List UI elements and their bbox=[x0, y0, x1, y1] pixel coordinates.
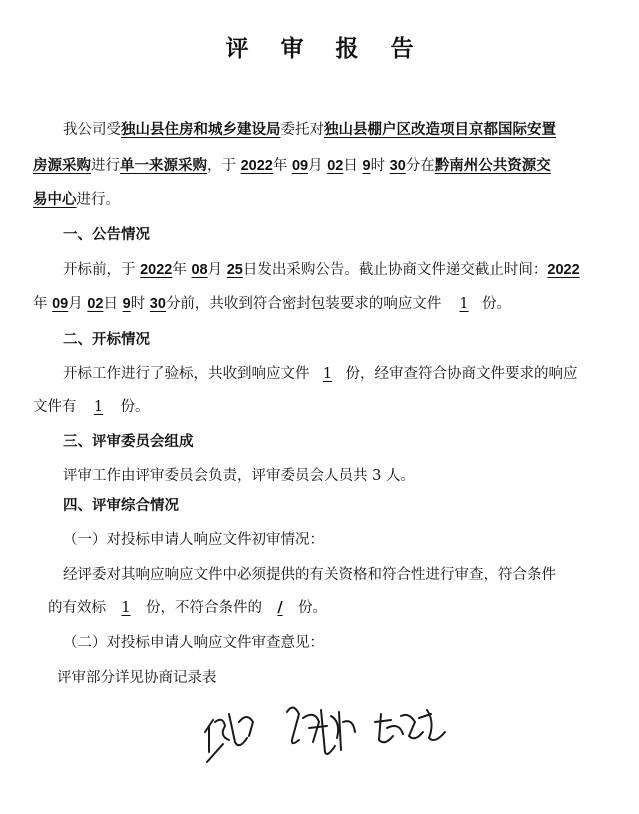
open-month: 09 bbox=[291, 158, 309, 174]
signatures-image bbox=[195, 692, 455, 767]
announce-day: 25 bbox=[226, 262, 243, 278]
section1-line-2: 年 09月 02日 9时 30分前，共收到符合密封包装要求的响应文件 1 份。 bbox=[33, 296, 512, 312]
client-name: 独山县住房和城乡建设局 bbox=[121, 122, 281, 138]
announce-year: 2022 bbox=[140, 262, 173, 278]
section-heading-committee: 三、评审委员会组成 bbox=[63, 434, 194, 450]
intro-text: 我公司受 bbox=[63, 122, 121, 138]
evaluation-line-1: 经评委对其响应响应文件中必须提供的有关资格和符合性进行审查，符合条件 bbox=[63, 567, 556, 583]
project-name: 独山县棚户区改造项目京都国际安置 bbox=[324, 122, 556, 138]
procurement-method: 单一来源采购 bbox=[120, 158, 207, 174]
section2-line-2: 文件有 1 份。 bbox=[33, 399, 150, 415]
deadline-minute: 30 bbox=[149, 296, 166, 312]
deadline-year: 2022 bbox=[547, 262, 580, 278]
open-minute: 30 bbox=[389, 158, 406, 174]
section2-line-1: 开标工作进行了验标，共收到响应文件 1 份，经审查符合协商文件要求的响应 bbox=[63, 366, 578, 382]
venue-name: 黔南州公共资源交 bbox=[434, 158, 551, 174]
signature-stroke bbox=[205, 714, 253, 762]
section1-line-1: 开标前，于 2022年 08月 25日发出采购公告。截止协商文件递交截止时间：2022 bbox=[63, 262, 580, 278]
signature-stroke bbox=[375, 710, 445, 742]
intro-line-3: 易中心进行。 bbox=[33, 192, 120, 208]
intro-text: 进行 bbox=[91, 158, 120, 174]
open-year: 2022 bbox=[240, 158, 273, 174]
committee-text: 评审工作由评审委员会负责，评审委员会人员共 3 人。 bbox=[63, 468, 415, 484]
venue-name: 易中心 bbox=[33, 192, 77, 208]
deadline-month: 09 bbox=[52, 296, 69, 312]
announce-month: 08 bbox=[191, 262, 208, 278]
subsection-opinion: （二）对投标申请人响应文件审查意见： bbox=[63, 635, 324, 651]
valid-count: 1 bbox=[121, 600, 131, 616]
subsection-preliminary: （一）对投标申请人响应文件初审情况： bbox=[63, 532, 324, 548]
evaluation-note: 评审部分详见协商记录表 bbox=[57, 670, 217, 686]
received-count: 1 bbox=[322, 366, 333, 382]
project-name: 房源采购 bbox=[33, 158, 91, 174]
deadline-day: 02 bbox=[87, 296, 104, 312]
open-hour: 9 bbox=[362, 158, 371, 174]
intro-line-1 bbox=[63, 120, 556, 140]
intro-text: 委托对 bbox=[280, 122, 324, 138]
page-title: 评 审 报 告 bbox=[225, 36, 426, 62]
received-count: 1 bbox=[459, 296, 469, 312]
section-heading-announcement: 一、公告情况 bbox=[63, 227, 150, 243]
compliant-count: 1 bbox=[93, 399, 104, 415]
signature-stroke bbox=[287, 707, 355, 754]
intro-line-2: 房源采购进行单一来源采购，于 2022年 09月 02日 9时 30分在黔南州公共资源交 bbox=[33, 158, 551, 174]
section-heading-evaluation: 四、评审综合情况 bbox=[63, 498, 179, 514]
section-heading-opening: 二、开标情况 bbox=[63, 332, 150, 348]
open-day: 02 bbox=[327, 158, 344, 174]
deadline-hour: 9 bbox=[122, 296, 131, 312]
evaluation-line-2: 的有效标 1 份，不符合条件的 / 份。 bbox=[48, 599, 327, 616]
invalid-count: / bbox=[277, 599, 283, 616]
intro-text: ，于 bbox=[207, 158, 236, 174]
